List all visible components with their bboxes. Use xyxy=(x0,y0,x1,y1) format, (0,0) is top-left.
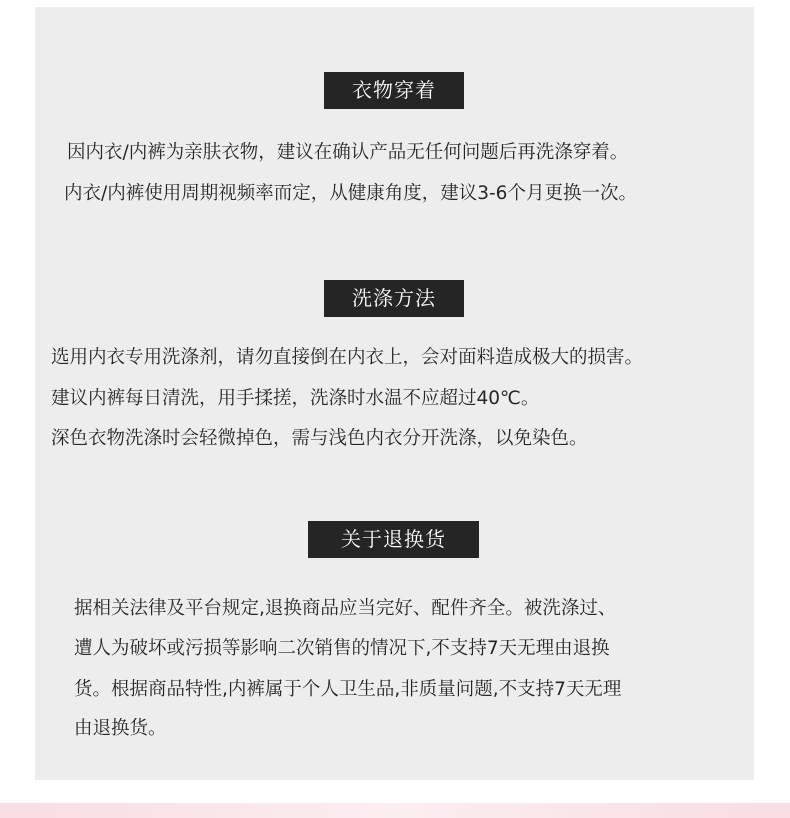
returns-line-2: 遭人为破坏或污损等影响二次销售的情况下,不支持7天无理由退换 xyxy=(74,638,610,659)
wearing-line-2: 内衣/内裤使用周期视频率而定，从健康角度，建议3-6个月更换一次。 xyxy=(64,183,637,204)
washing-line-3: 深色衣物洗涤时会轻微掉色，需与浅色内衣分开洗涤，以免染色。 xyxy=(51,428,588,449)
wearing-line-1: 因内衣/内裤为亲肤衣物，建议在确认产品无任何问题后再洗涤穿着。 xyxy=(67,142,629,163)
section-heading-returns: 关于退换货 xyxy=(308,521,479,558)
returns-line-1: 据相关法律及平台规定,退换商品应当完好、配件齐全。被洗涤过、 xyxy=(74,598,617,619)
returns-line-3: 货。根据商品特性,内裤属于个人卫生品,非质量问题,不支持7天无理 xyxy=(74,679,622,700)
washing-line-1: 选用内衣专用洗涤剂，请勿直接倒在内衣上，会对面料造成极大的损害。 xyxy=(51,347,644,368)
returns-line-4: 由退换货。 xyxy=(74,718,167,739)
section-heading-washing: 洗涤方法 xyxy=(324,280,464,317)
bottom-pink-strip xyxy=(0,803,790,818)
washing-line-2: 建议内裤每日清洗，用手揉搓，洗涤时水温不应超过40℃。 xyxy=(51,388,540,409)
section-heading-wearing: 衣物穿着 xyxy=(324,72,464,109)
